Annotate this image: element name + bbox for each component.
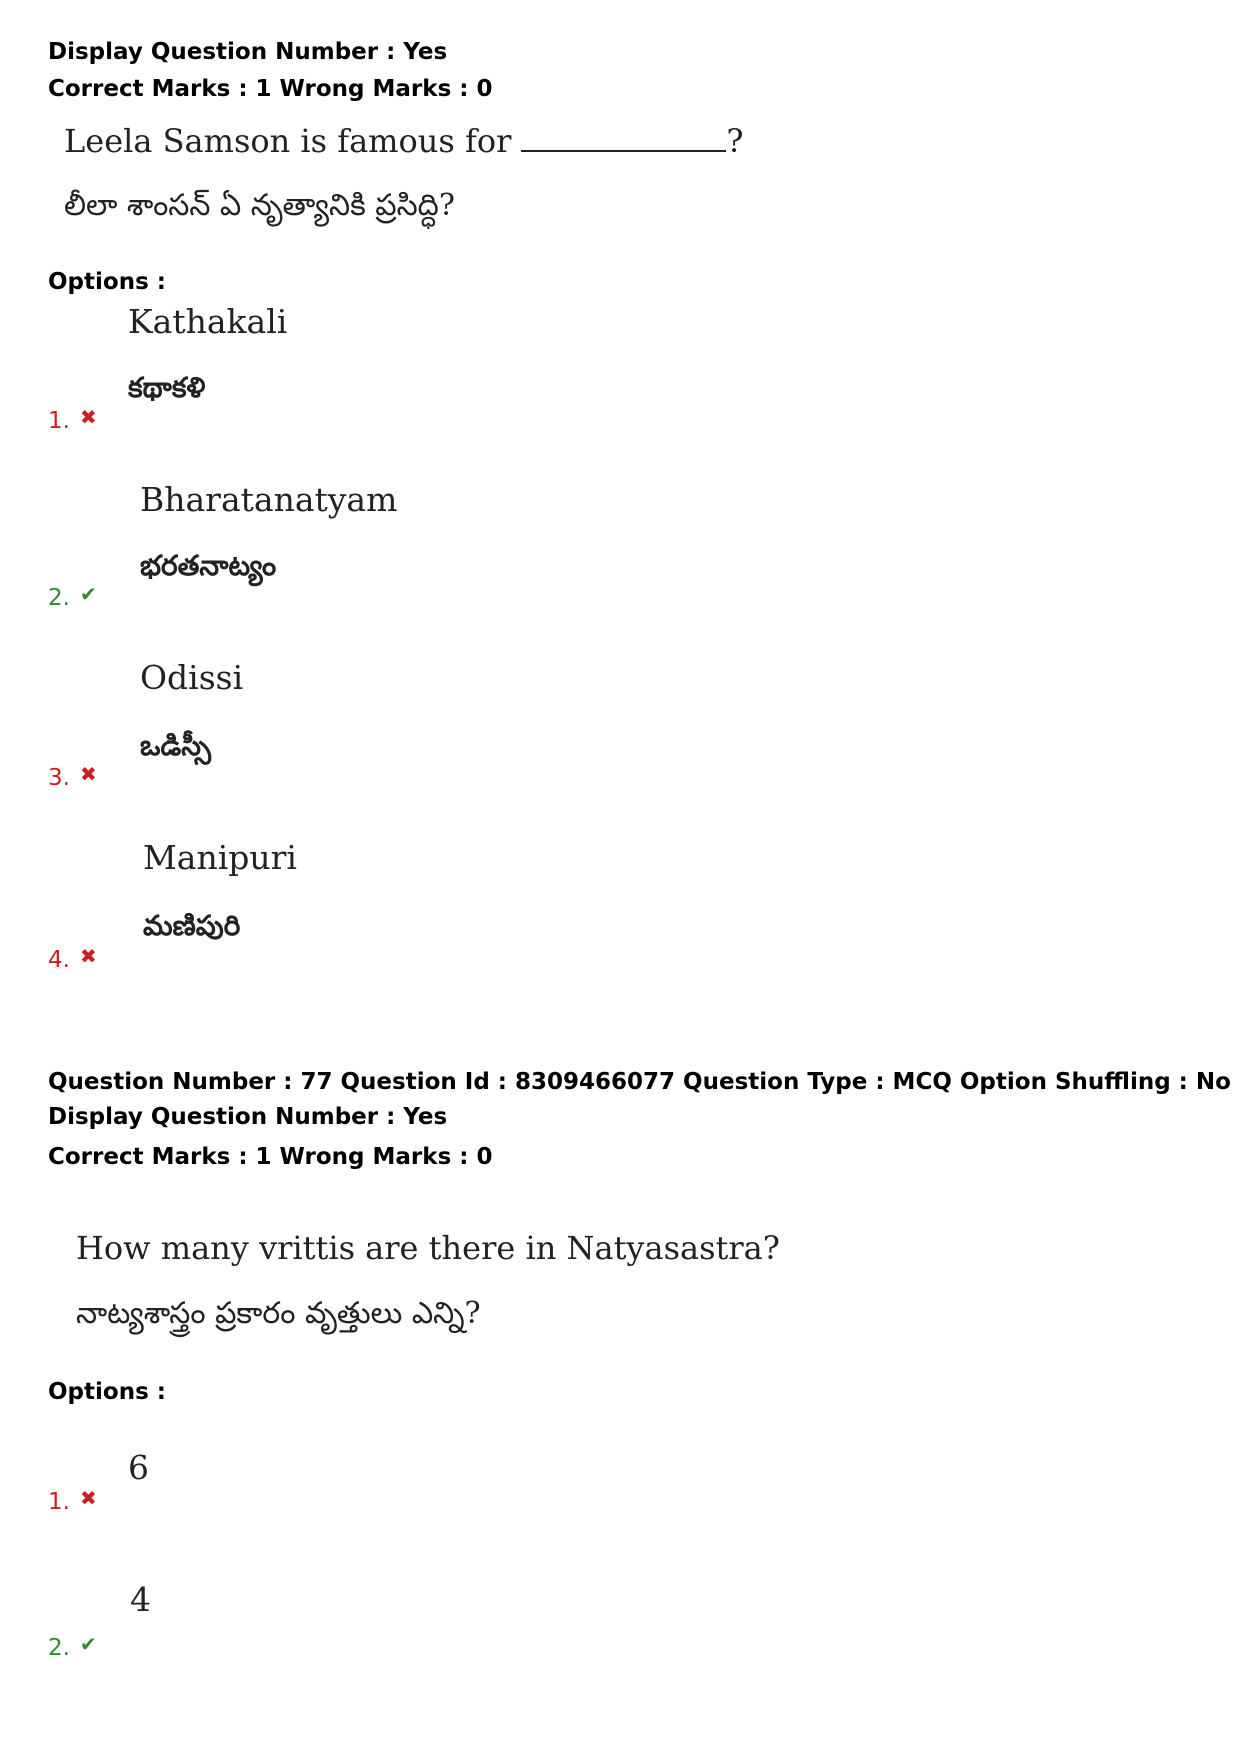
option-marker <box>48 403 97 435</box>
option-number: 1. <box>48 408 70 434</box>
option-text-te: మణిపురి <box>143 909 241 942</box>
question-text-en <box>64 120 744 161</box>
cross-icon: ✖ <box>79 1486 97 1510</box>
option-number: 2. <box>48 1635 70 1661</box>
option-marker <box>48 1630 97 1662</box>
marks-info: Correct Marks : 1 Wrong Marks : 0 <box>48 1144 493 1170</box>
question-text-en: How many vrittis are there in Natyasastra? <box>76 1229 780 1267</box>
option-text-en: 6 <box>128 1448 149 1487</box>
display-question-number: Display Question Number : Yes <box>48 1104 448 1130</box>
option-text-en: Odissi <box>140 658 244 697</box>
display-question-number: Display Question Number : Yes <box>48 39 448 65</box>
question-header: Question Number : 77 Question Id : 8309466077 Question Type : MCQ Option Shuffling : No <box>48 1069 1231 1095</box>
option-marker <box>48 580 97 612</box>
option-number: 2. <box>48 585 70 611</box>
question-text-te: నాట్యశాస్త్రం ప్రకారం వృత్తులు ఎన్ని? <box>76 1296 481 1331</box>
option-text-te: కథాకళి <box>128 371 206 404</box>
options-label: Options : <box>48 1379 166 1405</box>
option-number: 4. <box>48 947 70 973</box>
question-mark: ? <box>726 122 744 160</box>
option-text-en: Kathakali <box>128 302 288 341</box>
question-text-en-main: Leela Samson is famous for <box>64 122 512 160</box>
question-text-te: లీలా శాంసన్ ఏ నృత్యానికి ప్రసిద్ధి? <box>64 188 455 223</box>
option-text-te: భరతనాట్యం <box>140 549 277 582</box>
check-icon: ✔ <box>79 582 97 606</box>
cross-icon: ✖ <box>79 405 97 429</box>
option-text-en: Manipuri <box>143 838 297 877</box>
cross-icon: ✖ <box>79 762 97 786</box>
option-marker <box>48 942 97 974</box>
answer-blank <box>521 120 726 152</box>
options-label: Options : <box>48 269 166 295</box>
check-icon: ✔ <box>79 1632 97 1656</box>
option-marker <box>48 760 97 792</box>
option-text-en: 4 <box>130 1580 151 1619</box>
option-text-en: Bharatanatyam <box>140 480 398 519</box>
option-marker <box>48 1484 97 1516</box>
marks-info: Correct Marks : 1 Wrong Marks : 0 <box>48 76 493 102</box>
cross-icon: ✖ <box>79 944 97 968</box>
option-text-te: ఒడిస్సీ <box>140 729 211 762</box>
option-number: 3. <box>48 765 70 791</box>
option-number: 1. <box>48 1489 70 1515</box>
